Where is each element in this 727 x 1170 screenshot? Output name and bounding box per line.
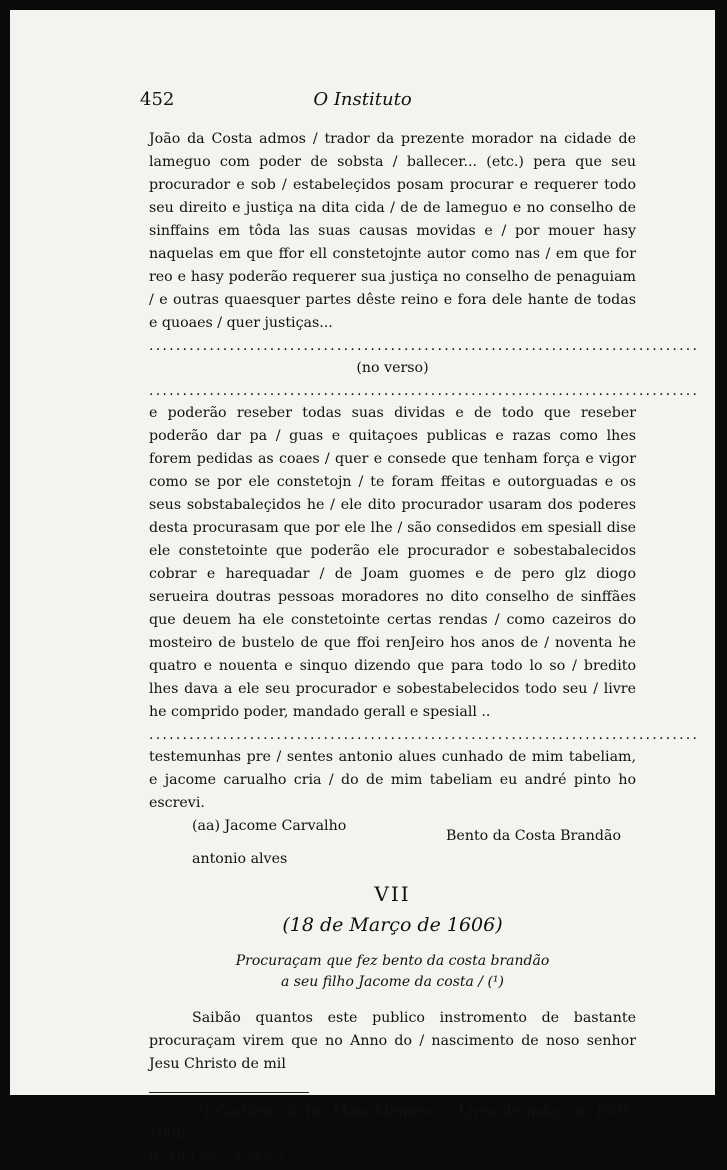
- page-number: 452: [140, 89, 175, 110]
- signature-antonio: antonio alves: [192, 851, 288, 867]
- signature-bento: Bento da Costa Brandão: [446, 828, 621, 844]
- footnote-line-1: (¹) Cartório do Dr. Maia Mendes — Livro de notas de 1605-1606: [149, 1104, 636, 1143]
- paragraph-1: João da Costa admos / trador da prezente morador na cidade de lameguo com poder de sobsta / ballecer... (etc.) pera que seu procurador e sob / estabeleçidos posam procurar e requerer todo seu direito e justiça na dita cida / de de lameguo e no conselho de sinffains em tôda las suas causas movidas e / por mouer hasy naquelas em que ffor ell constetojnte autor como nas / em que for reo e hasy poderão requerer sua justiça no conselho de penaguiam / e outras quaesquer partes dêste reino e fora dele hante de todas e quoaes / quer justiças...: [149, 131, 636, 331]
- section-number: VII: [374, 882, 411, 906]
- signature-jacome: (aa) Jacome Carvalho: [192, 818, 347, 834]
- section-date: (18 de Março de 1606): [282, 914, 503, 936]
- book-page: [10, 10, 715, 1166]
- section-title-line-2: a seu filho Jacome da costa / (¹): [280, 974, 505, 990]
- section-title-line-1: Procuraçam que fez bento da costa brandão: [235, 953, 550, 969]
- ellipsis-row: ..................................................................................: [149, 383, 700, 399]
- paragraph-2: e poderão reseber todas suas dividas e de todo que reseber poderão dar pa / guas e quitaçoes publicas e razas como lhes forem pedidas as coaes / quer e consede que tenham força e vigor como se por ele constetojn / te foram ffeitas e outorguadas e os seus sobstabaleçidos he / ele dito procurador usaram dos poderes desta procurasam que por ele lhe / são consedidos em spesiall dise ele constetointe que poderão ele procurador e sobestabalecidos cobrar e harequadar / de Joam guomes e de pero glz diogo serueira doutras pessoas moradores no dito conselho de sinffães que deuem ha ele constetointe certas rendas / como cazeiros do mosteiro de bustelo de que ffoi renJeiro hos anos de / noventa he quatro e nouenta e sinquo dizendo que para todo lo so / bredito lhes dava a ele seu procurador e sobestabelecidos todo seu / livre he comprido poder, mandado gerall e spesiall ..: [149, 405, 636, 720]
- section-title: [149, 951, 636, 993]
- ellipsis-row: ..................................................................................: [149, 727, 700, 743]
- page-body: [149, 128, 700, 1170]
- footnote-line-2: fl. 193 v.º a 194 v.º.: [149, 1150, 288, 1166]
- section-opening: Saibão quantos este publico instromento de bastante procuraçam virem que no Anno do / nascimento de noso senhor Jesu Christo de mil: [149, 1010, 636, 1072]
- ellipsis-row: ..................................................................................: [149, 338, 700, 354]
- footnote-divider: [149, 1092, 309, 1093]
- paragraph-3: testemunhas pre / sentes antonio alues cunhado de mim tabeliam, e jacome carualho cria / do de mim tabeliam eu andré pinto ho escrevi.: [149, 749, 636, 811]
- verso-note: (no verso): [356, 360, 429, 376]
- signature-row: [149, 815, 636, 844]
- footnote: [149, 1101, 636, 1170]
- running-title: O Instituto: [313, 89, 412, 110]
